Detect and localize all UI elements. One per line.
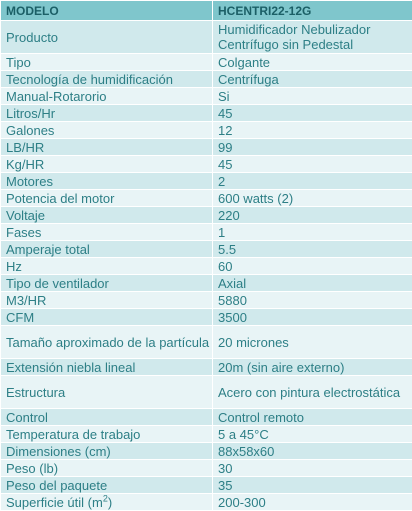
row-label: LB/HR: [1, 139, 213, 156]
row-value: 220: [213, 207, 412, 224]
row-value: Humidificador Nebulizador Centrífugo sin Pedestal: [213, 21, 412, 54]
row-value: Centrífuga: [213, 71, 412, 88]
row-value: 2: [213, 173, 412, 190]
row-label: CFM: [1, 309, 213, 326]
table-row: [1, 275, 412, 292]
table-header-row: [1, 1, 412, 21]
table-row: [1, 71, 412, 88]
row-label: Fases: [1, 224, 213, 241]
table-row: [1, 224, 412, 241]
table-row: [1, 443, 412, 460]
row-value: Acero con pintura electrostática: [213, 376, 412, 409]
row-label: Hz: [1, 258, 213, 275]
table-row: [1, 122, 412, 139]
table-row: [1, 494, 412, 511]
table-row: [1, 258, 412, 275]
row-label: Galones: [1, 122, 213, 139]
header-model-value: HCENTRI22-12G: [213, 1, 412, 21]
row-label: Motores: [1, 173, 213, 190]
table-row: [1, 88, 412, 105]
table-row: [1, 359, 412, 376]
row-label-text: Superficie útil (m: [6, 495, 103, 510]
row-value: Axial: [213, 275, 412, 292]
row-value: 30: [213, 460, 412, 477]
table-row: [1, 241, 412, 258]
row-value: 99: [213, 139, 412, 156]
row-label: Estructura: [1, 376, 213, 409]
table-row: [1, 156, 412, 173]
row-label: Tamaño aproximado de la partícula: [1, 326, 213, 359]
row-label: Peso (lb): [1, 460, 213, 477]
table-row: [1, 292, 412, 309]
row-label: Manual-Rotarorio: [1, 88, 213, 105]
table-row: [1, 190, 412, 207]
table-row: [1, 207, 412, 224]
table-row: [1, 409, 412, 426]
row-label: Amperaje total: [1, 241, 213, 258]
row-value: Si: [213, 88, 412, 105]
table-row: [1, 376, 412, 409]
table-row: [1, 326, 412, 359]
row-label: [1, 494, 213, 511]
row-value: 600 watts (2): [213, 190, 412, 207]
row-value: 20 micrones: [213, 326, 412, 359]
row-value: 5880: [213, 292, 412, 309]
row-label: Kg/HR: [1, 156, 213, 173]
row-value: 35: [213, 477, 412, 494]
row-value: 5 a 45°C: [213, 426, 412, 443]
row-label: Tipo de ventilador: [1, 275, 213, 292]
row-label: Control: [1, 409, 213, 426]
row-label: Potencia del motor: [1, 190, 213, 207]
row-label: Tecnología de humidificación: [1, 71, 213, 88]
row-label-superscript: 2: [103, 494, 108, 504]
table-row: [1, 173, 412, 190]
row-value: 60: [213, 258, 412, 275]
table-row: [1, 21, 412, 54]
row-value: 45: [213, 156, 412, 173]
table-row: [1, 309, 412, 326]
row-label-end: ): [108, 495, 112, 510]
row-label: Voltaje: [1, 207, 213, 224]
row-label: Extensión niebla lineal: [1, 359, 213, 376]
row-value: 12: [213, 122, 412, 139]
row-label: Litros/Hr: [1, 105, 213, 122]
table-row: [1, 105, 412, 122]
row-value: 200-300: [213, 494, 412, 511]
table-row: [1, 477, 412, 494]
row-value: Colgante: [213, 54, 412, 71]
table-row: [1, 139, 412, 156]
row-value: 1: [213, 224, 412, 241]
header-model-label: MODELO: [1, 1, 213, 21]
row-value: 3500: [213, 309, 412, 326]
row-value: Control remoto: [213, 409, 412, 426]
row-value: 88x58x60: [213, 443, 412, 460]
row-label: Temperatura de trabajo: [1, 426, 213, 443]
row-label: M3/HR: [1, 292, 213, 309]
table-row: [1, 426, 412, 443]
row-value: 45: [213, 105, 412, 122]
row-value: 20m (sin aire externo): [213, 359, 412, 376]
table-row: [1, 460, 412, 477]
row-label: Tipo: [1, 54, 213, 71]
row-label: Producto: [1, 21, 213, 54]
row-value: 5.5: [213, 241, 412, 258]
row-label: Dimensiones (cm): [1, 443, 213, 460]
row-label: Peso del paquete: [1, 477, 213, 494]
table-row: [1, 54, 412, 71]
